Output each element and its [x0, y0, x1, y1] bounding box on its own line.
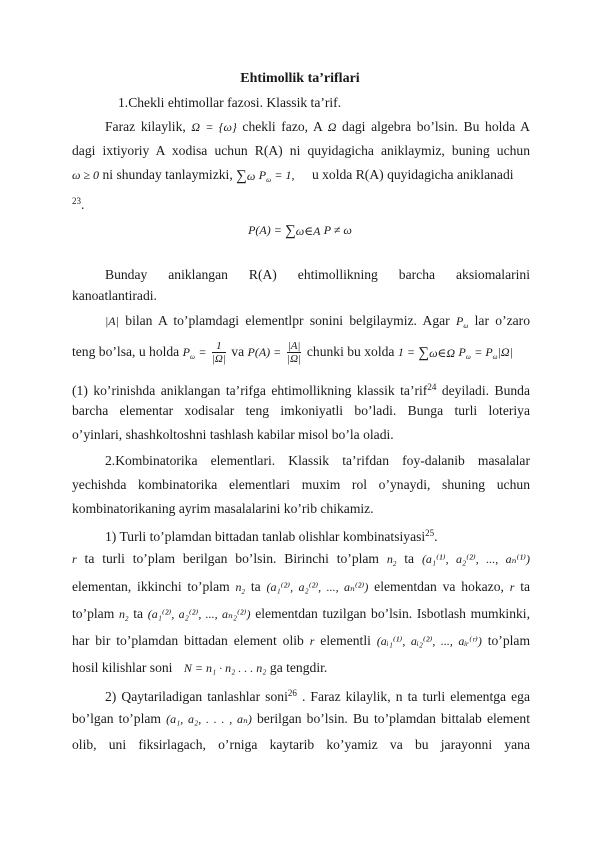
text: bo’lgan to’plam	[72, 711, 161, 726]
math-n: n	[119, 607, 125, 621]
math-omega-def: Ω = {ω}	[191, 120, 237, 134]
math-set: (a₁⁽²⁾, a₂⁽²⁾, ..., aₙ⁽²⁾)	[266, 580, 369, 594]
text: elementdan va hokazo,	[374, 579, 504, 594]
math-set: (aᵢ₁⁽¹⁾, aᵢ₂⁽²⁾, ..., aᵢᵣ⁽ʳ⁾)	[376, 634, 482, 648]
text: va	[231, 344, 245, 359]
math-p: P	[258, 168, 267, 182]
section-2-line-2: yechishda kombinatorika elementlari muxim rol o’ynaydi, shuning uchun	[72, 477, 530, 492]
math-sub: ω	[189, 353, 195, 361]
item-1-line-4	[72, 605, 530, 628]
item-2-line-1	[105, 684, 530, 706]
text: 1) Turli to’plamdan bittadan tanlab olishlar kombinatsiyasi	[105, 529, 426, 544]
text: berilgan bo’lsin. Bu to’plamdan bittalab element	[256, 711, 530, 726]
math-formula: N = n₁ · n₂ . . . n₂	[183, 661, 267, 675]
math-pa: P(A) =	[247, 345, 282, 359]
sum-subscript: ω∈Ω	[429, 345, 456, 360]
section-2-line-1: 2.Kombinatorika elementlari. Klassik ta’rifdan foy-dalanib masalalar	[105, 453, 530, 468]
math-eq-p: = P	[474, 345, 493, 359]
math-r: r	[309, 634, 315, 648]
math-p: P	[458, 345, 466, 359]
math-set: (a₁⁽²⁾, a₂⁽²⁾, ..., aₙ₂⁽²⁾)	[147, 607, 251, 621]
frac-num: |A|	[287, 340, 301, 353]
paragraph-1-line-3	[72, 162, 530, 193]
formula-lhs: P(A) =	[248, 223, 282, 237]
text: 2) Qaytariladigan tanlashlar soni	[105, 689, 288, 704]
paragraph-1-line-4	[72, 192, 530, 214]
math-set: (a₁⁽¹⁾, a₂⁽²⁾, ..., aₙ⁽¹⁾)	[421, 552, 531, 566]
fraction-a-over-omega	[287, 340, 302, 365]
text: ta	[520, 579, 531, 594]
text: (1) ko’rinishda aniklangan ta’rifga ehtimollikning klassik ta’rif	[72, 383, 428, 398]
text: ta turli to’plam berilgan bo’lsin. Birinchi to’plam	[84, 551, 379, 566]
sum-symbol: ∑ω∈A	[285, 223, 321, 240]
formula-1	[0, 222, 600, 238]
text: elementli	[320, 633, 371, 648]
text: ta	[404, 551, 415, 566]
item-1-line-2	[72, 550, 530, 573]
paragraph-1-line-2: dagi ixtiyoriy A xodisa uchun R(A) ni quyidagicha aniklaymiz, buning uchun	[72, 143, 530, 158]
text: elementdan tuzilgan bo’lsin. Isbotlash mumkinki,	[255, 606, 530, 621]
math-one: 1 =	[397, 345, 415, 359]
text: Faraz kilaylik,	[105, 119, 186, 134]
math-p: P	[456, 314, 464, 328]
text: ta	[133, 606, 144, 621]
fraction-1-over-omega	[212, 340, 226, 365]
math-r: r	[509, 580, 515, 594]
text: ta	[250, 579, 261, 594]
sum-symbol: ∑ω	[236, 167, 256, 184]
paragraph-2-line-1: Bunday aniklangan R(A) ehtimollikning barcha aksiomalarini	[105, 267, 530, 282]
text: .	[81, 197, 85, 212]
sum-subscript: ω	[246, 168, 256, 183]
paragraph-4-line-1	[72, 378, 530, 400]
text: elementan, ikkinchi to’plam	[72, 579, 230, 594]
item-2-line-2	[72, 710, 530, 728]
item-1-line-1	[105, 524, 438, 546]
math-set: (a₁, a₂, . . . , aₙ)	[166, 712, 252, 726]
text: ni shunday tanlaymizki,	[102, 167, 233, 182]
math-sub: 2	[125, 615, 129, 623]
math-sub: 2	[392, 560, 397, 568]
paragraph-1-line-1	[105, 118, 530, 136]
sum-subscript: ω∈A	[295, 224, 321, 239]
frac-num: 1	[212, 340, 226, 353]
text: to’plam	[72, 606, 115, 621]
section-2-line-3: kombinatorikaning ayrim masalalarini ko’rib chikamiz.	[72, 501, 374, 516]
paragraph-2-line-2: kanoatlantiradi.	[72, 288, 157, 303]
item-1-line-6	[72, 659, 530, 677]
section-heading-1: 1.Chekli ehtimollar fazosi. Klassik ta’rif.	[118, 95, 342, 110]
text: har bir to’plamdan bittadan element olib	[72, 633, 304, 648]
item-1-line-5	[72, 632, 530, 650]
text: u xolda R(A) quyidagicha aniklanadi	[311, 167, 514, 182]
math-abs-a: |A|	[105, 314, 119, 328]
text: hosil kilishlar soni	[72, 660, 173, 675]
math-sub: ω	[492, 353, 498, 361]
paragraph-4-line-3: o’yinlari, shashkoltoshni tashlash kabilar misol bo’la oladi.	[72, 427, 394, 442]
sum-symbol: ∑ω∈Ω	[418, 344, 456, 361]
text: . Faraz kilaylik, n ta turli elementga ega	[301, 689, 530, 704]
footnote-marker: 25	[425, 528, 435, 538]
math-sub: ω	[266, 176, 272, 184]
text: bilan A to’plamdagi elementlpr sonini belgilaymiz. Agar	[125, 313, 450, 328]
frac-den: |Ω|	[211, 353, 226, 366]
math-n: n	[235, 580, 242, 594]
text: chunki bu xolda	[306, 344, 395, 359]
math-eq-one: = 1,	[274, 168, 295, 182]
text: to’plam	[487, 633, 531, 648]
text: .	[434, 529, 438, 544]
formula-rhs: P ≠ ω	[323, 223, 352, 237]
page-title: Ehtimollik ta’riflari	[240, 71, 360, 86]
math-sub: 2	[241, 588, 246, 596]
text: ga tengdir.	[269, 660, 328, 675]
math-n: n	[386, 552, 393, 566]
math-sub: ω	[465, 353, 471, 361]
math-sub: ω	[463, 322, 469, 330]
math-eq: =	[198, 345, 207, 359]
math-abs-omega: |Ω|	[497, 345, 513, 359]
math-p: P	[182, 345, 190, 359]
footnote-marker: 23	[72, 196, 81, 206]
paragraph-3-line-2	[72, 338, 530, 371]
footnote-marker: 26	[287, 688, 297, 698]
text: lar o’zaro	[474, 313, 531, 328]
footnote-marker: 24	[427, 382, 437, 392]
math-condition: ω ≥ 0	[72, 168, 100, 182]
paragraph-3-line-1	[105, 312, 530, 335]
item-1-line-3	[72, 578, 530, 601]
text: dagi algebra bo’lsin. Bu holda A	[342, 119, 530, 134]
text: chekli fazo, A	[242, 119, 323, 134]
text: deyiladi. Bunda	[441, 383, 530, 398]
frac-den: |Ω|	[287, 353, 302, 366]
text: teng bo’lsa, u holda	[72, 344, 180, 359]
math-omega: Ω	[327, 120, 337, 134]
item-2-line-3: olib, uni fiksirlagach, o’rniga kaytarib ko’yamiz va bu jarayonni yana	[72, 737, 530, 752]
math-r: r	[72, 552, 77, 566]
paragraph-4-line-2: barcha elementar xodisalar teng imkoniyatli bo’ladi. Bunga turli loteriya	[72, 403, 530, 418]
